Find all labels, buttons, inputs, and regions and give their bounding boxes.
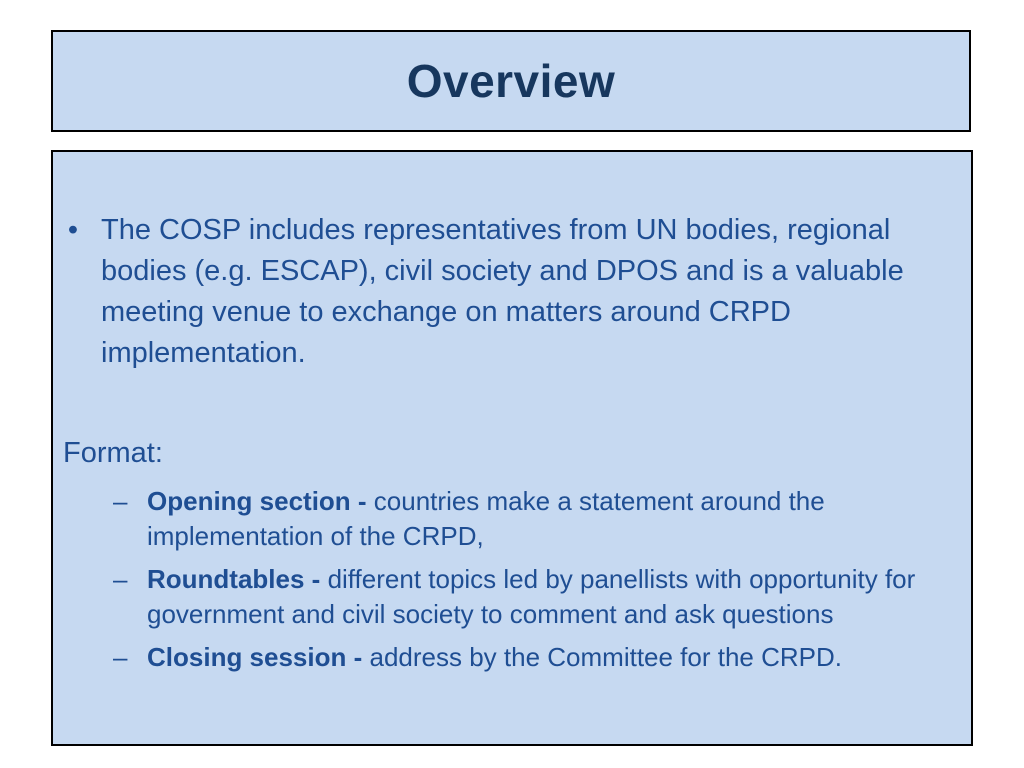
dash-marker: – [113, 486, 128, 516]
format-label: Format: [63, 437, 163, 469]
format-list [113, 484, 953, 683]
format-item-heading: Closing session - [147, 642, 363, 672]
bullet-item [63, 210, 963, 374]
title-box [51, 30, 971, 132]
slide-title: Overview [406, 55, 616, 107]
format-item-text: different topics led by panellists with opportunity for government and civil society to comment and ask questions [147, 564, 916, 629]
content-box [51, 150, 973, 746]
bullet-text: The COSP includes representatives from UN bodies, regional bodies (e.g. ESCAP), civil society and DPOS and is a valuable meeting venue to exchange on matters around CRPD implementation. [101, 214, 904, 369]
format-item-text: countries make a statement around the implementation of the CRPD, [147, 486, 825, 551]
dash-marker: – [113, 564, 128, 594]
dash-marker: – [113, 642, 128, 672]
format-item-text: address by the Committee for the CRPD. [362, 642, 843, 672]
bullet-list [63, 210, 963, 374]
format-item-opening [113, 484, 953, 554]
format-item-closing [113, 640, 953, 675]
bullet-marker: • [67, 214, 79, 246]
format-item-heading: Opening section - [147, 486, 367, 516]
format-item-heading: Roundtables - [147, 564, 321, 594]
format-item-roundtables [113, 562, 953, 632]
